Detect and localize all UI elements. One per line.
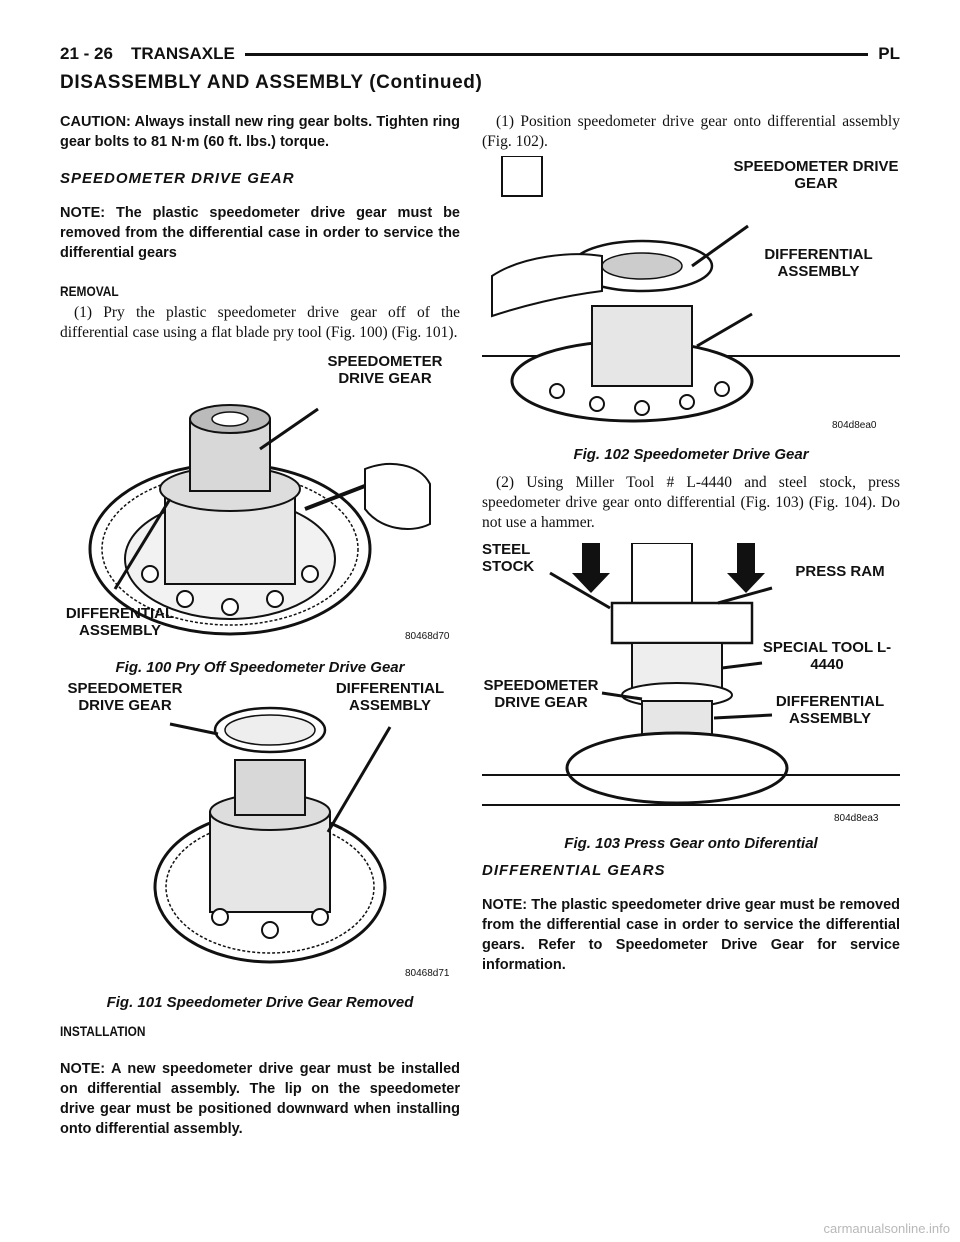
page-header bbox=[60, 44, 900, 64]
note-remove-gear: NOTE: The plastic speedometer drive gear must be removed from the differential case in order to service the differential gears bbox=[60, 205, 460, 261]
heading-removal: REMOVAL bbox=[60, 283, 119, 299]
figure-101 bbox=[60, 682, 460, 994]
figure-code: 80468d71 bbox=[405, 968, 450, 979]
left-column bbox=[60, 112, 460, 1139]
figure-code: 804d8ea3 bbox=[834, 813, 879, 824]
caution-text: CAUTION: Always install new ring gear bolts. Tighten ring gear bolts to 81 N·m (60 ft. lbs.) torque. bbox=[60, 114, 460, 150]
figure-100-caption: Fig. 100 Pry Off Speedometer Drive Gear bbox=[115, 659, 405, 676]
figure-code: 804d8ea0 bbox=[832, 420, 877, 431]
label-differential-assembly: DIFFERENTIAL ASSEMBLY bbox=[775, 693, 885, 727]
chapter-title: TRANSAXLE bbox=[130, 44, 235, 63]
label-speedometer-drive-gear: SPEEDOMETER DRIVE GEAR bbox=[327, 353, 443, 387]
section-title: DISASSEMBLY AND ASSEMBLY (Continued) bbox=[60, 72, 483, 93]
figure-103-caption: Fig. 103 Press Gear onto Diferential bbox=[564, 835, 818, 852]
page-number: 21 - 26 bbox=[60, 44, 113, 63]
label-special-tool: SPECIAL TOOL L-4440 bbox=[762, 639, 892, 673]
watermark: carmanualsonline.info bbox=[823, 1221, 950, 1236]
removal-step-1: (1) Pry the plastic speedometer drive gear off of the differential case using a flat blade pry tool (Fig. 100) (Fig. 101). bbox=[60, 304, 460, 341]
heading-speedometer-drive-gear: SPEEDOMETER DRIVE GEAR bbox=[60, 170, 295, 187]
label-speedometer-drive-gear: SPEEDOMETER DRIVE GEAR bbox=[733, 158, 899, 192]
label-differential-assembly: DIFFERENTIAL ASSEMBLY bbox=[65, 605, 175, 639]
figure-102-caption: Fig. 102 Speedometer Drive Gear bbox=[573, 446, 809, 463]
installation-step-1: (1) Position speedometer drive gear onto differential assembly (Fig. 102). bbox=[482, 113, 900, 150]
installation-step-2: (2) Using Miller Tool # L-4440 and steel stock, press speedometer drive gear onto differential (Fig. 103) (Fig. 104). Do not use a hammer. bbox=[482, 474, 900, 531]
figure-102-illustration bbox=[482, 156, 900, 446]
label-differential-assembly: DIFFERENTIAL ASSEMBLY bbox=[335, 680, 445, 714]
figure-101-caption: Fig. 101 Speedometer Drive Gear Removed bbox=[106, 994, 414, 1011]
figure-101-illustration bbox=[60, 682, 460, 994]
right-column bbox=[482, 112, 900, 975]
note-differential-gears: NOTE: The plastic speedometer drive gear must be removed from the differential case in order to service the differential gears. Refer to Speedometer Drive Gear for service information. bbox=[482, 897, 900, 973]
heading-differential-gears: DIFFERENTIAL GEARS bbox=[482, 862, 666, 879]
model-code: PL bbox=[878, 44, 900, 63]
figure-100 bbox=[60, 349, 460, 659]
header-rule bbox=[245, 53, 868, 56]
label-speedometer-drive-gear: SPEEDOMETER DRIVE GEAR bbox=[67, 680, 183, 714]
figure-102 bbox=[482, 156, 900, 446]
figure-code: 80468d70 bbox=[405, 631, 450, 642]
note-install-gear: NOTE: A new speedometer drive gear must be installed on differential assembly. The lip on the speedometer drive gear must be positioned downward when installing onto differential assembly. bbox=[60, 1061, 460, 1137]
figure-103 bbox=[482, 543, 900, 835]
heading-installation: INSTALLATION bbox=[60, 1023, 146, 1039]
label-steel-stock: STEEL STOCK bbox=[482, 541, 535, 575]
label-differential-assembly: DIFFERENTIAL ASSEMBLY bbox=[764, 246, 873, 280]
label-speedometer-drive-gear: SPEEDOMETER DRIVE GEAR bbox=[483, 677, 599, 711]
label-press-ram: PRESS RAM bbox=[795, 563, 885, 580]
